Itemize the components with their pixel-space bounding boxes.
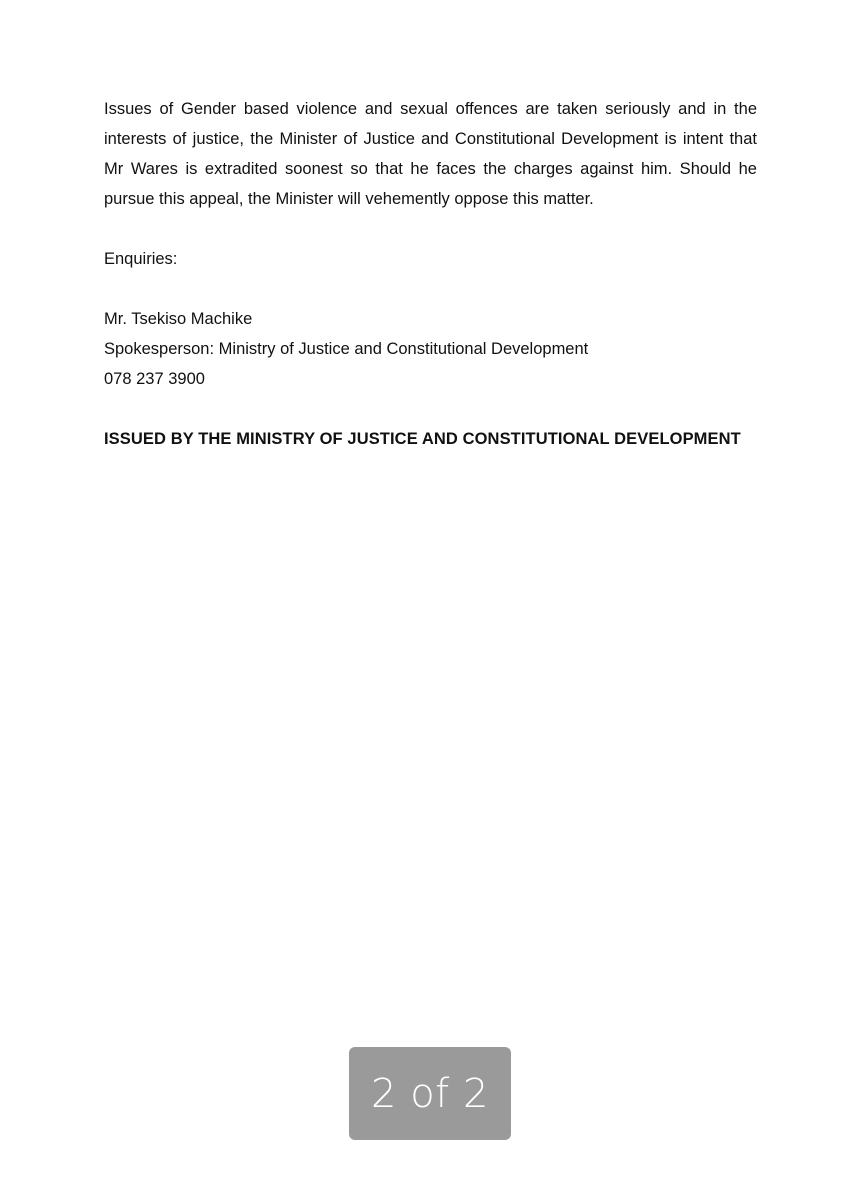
statement-paragraph: Issues of Gender based violence and sexual offences are taken seriously and in the interests of justice, the Minister of Justice and Constitutional Development is intent that Mr Wares is extradited soonest so that he faces the charges against him. Should he pursue this appeal, the Minister will vehemently oppose this matter. xyxy=(104,100,757,208)
issued-by-statement: ISSUED BY THE MINISTRY OF JUSTICE AND CONSTITUTIONAL DEVELOPMENT xyxy=(104,430,741,448)
document-body xyxy=(104,94,757,454)
contact-name: Mr. Tsekiso Machike xyxy=(104,310,253,328)
contact-phone: 078 237 3900 xyxy=(104,370,205,388)
contact-block xyxy=(104,304,757,394)
contact-role: Spokesperson: Ministry of Justice and Constitutional Development xyxy=(104,340,589,358)
page-indicator: 2 of 2 xyxy=(349,1047,511,1140)
enquiries-label: Enquiries: xyxy=(104,250,178,268)
